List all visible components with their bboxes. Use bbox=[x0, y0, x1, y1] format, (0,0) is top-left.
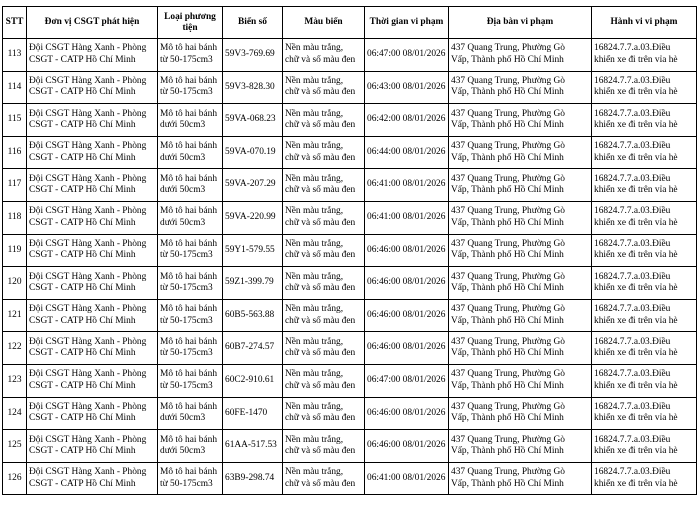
cell-vehicle-type-line-2: từ 50-175cm3 bbox=[160, 54, 213, 65]
cell-violation-line-2: khiển xe đi trên vỉa hè bbox=[594, 87, 678, 98]
cell-time: 06:44:00 08/01/2026 bbox=[365, 136, 449, 169]
cell-plate-color-line-2: chữ và số màu đen bbox=[285, 185, 356, 196]
cell-vehicle-type-line-1: Mô tô hai bánh bbox=[160, 173, 218, 184]
cell-vehicle-type-line-2: từ 50-175cm3 bbox=[160, 380, 213, 391]
cell-plate-color-line-1: Nền màu trắng, bbox=[285, 43, 344, 54]
cell-time: 06:41:00 08/01/2026 bbox=[365, 462, 449, 495]
cell-vehicle-type bbox=[158, 169, 223, 202]
header-stt: STT bbox=[3, 7, 27, 39]
cell-location-line-2: Vấp, Thành phố Hồ Chí Minh bbox=[451, 315, 564, 326]
cell-vehicle-type-line-1: Mô tô hai bánh bbox=[160, 108, 218, 119]
cell-violation-line-1: 16824.7.7.a.03.Điều bbox=[594, 75, 671, 86]
cell-location-line-2: Vấp, Thành phố Hồ Chí Minh bbox=[451, 348, 564, 359]
cell-unit-line-2: CSGT - CATP Hồ Chí Minh bbox=[29, 478, 136, 489]
cell-vehicle-type-line-2: từ 50-175cm3 bbox=[160, 315, 213, 326]
cell-violation bbox=[592, 364, 697, 397]
cell-stt: 113 bbox=[3, 39, 27, 72]
cell-violation-line-2: khiển xe đi trên vỉa hè bbox=[594, 152, 678, 163]
cell-plate-color bbox=[283, 39, 365, 72]
cell-unit-line-1: Đội CSGT Hàng Xanh - Phòng bbox=[29, 271, 147, 282]
cell-location-line-2: Vấp, Thành phố Hồ Chí Minh bbox=[451, 250, 564, 261]
cell-location bbox=[449, 71, 592, 104]
cell-plate: 60B7-274.57 bbox=[223, 332, 283, 365]
cell-vehicle-type-line-2: dưới 50cm3 bbox=[160, 185, 206, 196]
cell-plate-color bbox=[283, 104, 365, 137]
cell-time: 06:46:00 08/01/2026 bbox=[365, 397, 449, 430]
cell-plate-color bbox=[283, 364, 365, 397]
cell-plate-color bbox=[283, 430, 365, 463]
cell-violation-line-2: khiển xe đi trên vỉa hè bbox=[594, 380, 678, 391]
cell-unit bbox=[27, 332, 158, 365]
cell-vehicle-type-line-2: dưới 50cm3 bbox=[160, 119, 206, 130]
cell-location-line-2: Vấp, Thành phố Hồ Chí Minh bbox=[451, 119, 564, 130]
cell-vehicle-type-line-2: từ 50-175cm3 bbox=[160, 478, 213, 489]
cell-vehicle-type bbox=[158, 136, 223, 169]
cell-unit-line-1: Đội CSGT Hàng Xanh - Phòng bbox=[29, 206, 147, 217]
cell-unit-line-2: CSGT - CATP Hồ Chí Minh bbox=[29, 185, 136, 196]
cell-location-line-2: Vấp, Thành phố Hồ Chí Minh bbox=[451, 54, 564, 65]
violations-table bbox=[2, 6, 697, 495]
cell-time: 06:47:00 08/01/2026 bbox=[365, 364, 449, 397]
cell-time: 06:46:00 08/01/2026 bbox=[365, 234, 449, 267]
cell-location bbox=[449, 104, 592, 137]
cell-violation-line-2: khiển xe đi trên vỉa hè bbox=[594, 185, 678, 196]
cell-plate-color-line-2: chữ và số màu đen bbox=[285, 152, 356, 163]
cell-unit-line-1: Đội CSGT Hàng Xanh - Phòng bbox=[29, 401, 147, 412]
cell-vehicle-type-line-1: Mô tô hai bánh bbox=[160, 304, 218, 315]
cell-location-line-1: 437 Quang Trung, Phường Gò bbox=[451, 173, 565, 184]
cell-plate: 59VA-207.29 bbox=[223, 169, 283, 202]
cell-location-line-2: Vấp, Thành phố Hồ Chí Minh bbox=[451, 445, 564, 456]
cell-location bbox=[449, 169, 592, 202]
cell-plate-color-line-2: chữ và số màu đen bbox=[285, 380, 356, 391]
cell-location-line-1: 437 Quang Trung, Phường Gò bbox=[451, 75, 565, 86]
cell-unit bbox=[27, 234, 158, 267]
table-row bbox=[3, 104, 697, 137]
cell-violation-line-2: khiển xe đi trên vỉa hè bbox=[594, 217, 678, 228]
cell-plate-color-line-2: chữ và số màu đen bbox=[285, 87, 356, 98]
cell-unit bbox=[27, 267, 158, 300]
cell-unit bbox=[27, 201, 158, 234]
table-row bbox=[3, 267, 697, 300]
cell-location bbox=[449, 39, 592, 72]
cell-plate-color-line-1: Nền màu trắng, bbox=[285, 173, 344, 184]
cell-vehicle-type-line-1: Mô tô hai bánh bbox=[160, 141, 218, 152]
cell-vehicle-type bbox=[158, 267, 223, 300]
cell-unit bbox=[27, 136, 158, 169]
cell-location bbox=[449, 332, 592, 365]
cell-violation-line-1: 16824.7.7.a.03.Điều bbox=[594, 108, 671, 119]
cell-violation-line-1: 16824.7.7.a.03.Điều bbox=[594, 401, 671, 412]
cell-unit-line-2: CSGT - CATP Hồ Chí Minh bbox=[29, 413, 136, 424]
cell-plate-color-line-1: Nền màu trắng, bbox=[285, 206, 344, 217]
cell-violation bbox=[592, 234, 697, 267]
cell-plate-color-line-1: Nền màu trắng, bbox=[285, 271, 344, 282]
cell-time: 06:46:00 08/01/2026 bbox=[365, 430, 449, 463]
cell-violation-line-1: 16824.7.7.a.03.Điều bbox=[594, 141, 671, 152]
cell-violation bbox=[592, 299, 697, 332]
cell-vehicle-type bbox=[158, 397, 223, 430]
cell-location-line-2: Vấp, Thành phố Hồ Chí Minh bbox=[451, 380, 564, 391]
table-row bbox=[3, 364, 697, 397]
cell-unit bbox=[27, 39, 158, 72]
cell-location-line-1: 437 Quang Trung, Phường Gò bbox=[451, 271, 565, 282]
cell-vehicle-type-line-1: Mô tô hai bánh bbox=[160, 43, 218, 54]
cell-stt: 124 bbox=[3, 397, 27, 430]
table-row bbox=[3, 136, 697, 169]
cell-unit-line-1: Đội CSGT Hàng Xanh - Phòng bbox=[29, 108, 147, 119]
cell-violation-line-1: 16824.7.7.a.03.Điều bbox=[594, 336, 671, 347]
cell-time: 06:46:00 08/01/2026 bbox=[365, 332, 449, 365]
cell-plate-color-line-2: chữ và số màu đen bbox=[285, 445, 356, 456]
cell-vehicle-type bbox=[158, 234, 223, 267]
header-violation: Hành vi vi phạm bbox=[592, 7, 697, 39]
cell-violation bbox=[592, 430, 697, 463]
cell-time: 06:41:00 08/01/2026 bbox=[365, 201, 449, 234]
cell-vehicle-type-line-1: Mô tô hai bánh bbox=[160, 401, 218, 412]
cell-stt: 126 bbox=[3, 462, 27, 495]
cell-plate: 63B9-298.74 bbox=[223, 462, 283, 495]
header-vehicle-type: Loại phương tiện bbox=[158, 7, 223, 39]
cell-violation bbox=[592, 71, 697, 104]
table-row bbox=[3, 169, 697, 202]
cell-violation-line-1: 16824.7.7.a.03.Điều bbox=[594, 271, 671, 282]
cell-unit bbox=[27, 169, 158, 202]
cell-plate-color-line-1: Nền màu trắng, bbox=[285, 238, 344, 249]
cell-plate-color-line-1: Nền màu trắng, bbox=[285, 75, 344, 86]
cell-location-line-2: Vấp, Thành phố Hồ Chí Minh bbox=[451, 478, 564, 489]
cell-stt: 117 bbox=[3, 169, 27, 202]
cell-plate-color-line-1: Nền màu trắng, bbox=[285, 434, 344, 445]
table-row bbox=[3, 71, 697, 104]
cell-plate-color bbox=[283, 169, 365, 202]
table-row bbox=[3, 462, 697, 495]
cell-unit-line-1: Đội CSGT Hàng Xanh - Phòng bbox=[29, 434, 147, 445]
table-body bbox=[3, 39, 697, 495]
cell-plate-color-line-2: chữ và số màu đen bbox=[285, 54, 356, 65]
cell-vehicle-type-line-1: Mô tô hai bánh bbox=[160, 434, 218, 445]
cell-plate: 59Y1-579.55 bbox=[223, 234, 283, 267]
cell-violation bbox=[592, 104, 697, 137]
table-row bbox=[3, 299, 697, 332]
cell-location-line-1: 437 Quang Trung, Phường Gò bbox=[451, 238, 565, 249]
cell-location-line-1: 437 Quang Trung, Phường Gò bbox=[451, 467, 565, 478]
cell-violation-line-1: 16824.7.7.a.03.Điều bbox=[594, 467, 671, 478]
cell-stt: 116 bbox=[3, 136, 27, 169]
cell-plate-color bbox=[283, 397, 365, 430]
cell-plate-color-line-1: Nền màu trắng, bbox=[285, 108, 344, 119]
cell-violation-line-1: 16824.7.7.a.03.Điều bbox=[594, 304, 671, 315]
cell-plate-color bbox=[283, 332, 365, 365]
cell-violation-line-2: khiển xe đi trên vỉa hè bbox=[594, 119, 678, 130]
cell-plate-color-line-2: chữ và số màu đen bbox=[285, 217, 356, 228]
cell-plate: 60B5-563.88 bbox=[223, 299, 283, 332]
cell-location-line-1: 437 Quang Trung, Phường Gò bbox=[451, 336, 565, 347]
cell-stt: 114 bbox=[3, 71, 27, 104]
cell-unit-line-1: Đội CSGT Hàng Xanh - Phòng bbox=[29, 141, 147, 152]
cell-plate-color bbox=[283, 201, 365, 234]
cell-vehicle-type bbox=[158, 462, 223, 495]
cell-plate-color-line-2: chữ và số màu đen bbox=[285, 250, 356, 261]
cell-unit-line-2: CSGT - CATP Hồ Chí Minh bbox=[29, 152, 136, 163]
cell-vehicle-type bbox=[158, 332, 223, 365]
cell-violation bbox=[592, 136, 697, 169]
cell-violation-line-1: 16824.7.7.a.03.Điều bbox=[594, 206, 671, 217]
cell-vehicle-type-line-2: từ 50-175cm3 bbox=[160, 282, 213, 293]
header-plate: Biển số bbox=[223, 7, 283, 39]
cell-plate-color-line-2: chữ và số màu đen bbox=[285, 315, 356, 326]
cell-vehicle-type bbox=[158, 364, 223, 397]
cell-violation-line-2: khiển xe đi trên vỉa hè bbox=[594, 250, 678, 261]
cell-violation bbox=[592, 462, 697, 495]
cell-violation bbox=[592, 397, 697, 430]
cell-plate-color-line-2: chữ và số màu đen bbox=[285, 119, 356, 130]
cell-unit-line-1: Đội CSGT Hàng Xanh - Phòng bbox=[29, 173, 147, 184]
cell-plate-color-line-2: chữ và số màu đen bbox=[285, 348, 356, 359]
cell-vehicle-type bbox=[158, 71, 223, 104]
cell-unit-line-1: Đội CSGT Hàng Xanh - Phòng bbox=[29, 467, 147, 478]
cell-vehicle-type-line-1: Mô tô hai bánh bbox=[160, 206, 218, 217]
cell-plate: 59V3-769.69 bbox=[223, 39, 283, 72]
cell-vehicle-type-line-1: Mô tô hai bánh bbox=[160, 271, 218, 282]
cell-location bbox=[449, 299, 592, 332]
cell-violation-line-2: khiển xe đi trên vỉa hè bbox=[594, 315, 678, 326]
cell-location-line-1: 437 Quang Trung, Phường Gò bbox=[451, 206, 565, 217]
table-row bbox=[3, 39, 697, 72]
cell-vehicle-type-line-2: dưới 50cm3 bbox=[160, 217, 206, 228]
cell-stt: 125 bbox=[3, 430, 27, 463]
cell-plate-color-line-2: chữ và số màu đen bbox=[285, 478, 356, 489]
cell-time: 06:41:00 08/01/2026 bbox=[365, 169, 449, 202]
cell-violation-line-2: khiển xe đi trên vỉa hè bbox=[594, 478, 678, 489]
cell-stt: 120 bbox=[3, 267, 27, 300]
cell-unit-line-2: CSGT - CATP Hồ Chí Minh bbox=[29, 54, 136, 65]
cell-vehicle-type-line-2: dưới 50cm3 bbox=[160, 152, 206, 163]
cell-plate-color bbox=[283, 136, 365, 169]
cell-plate-color bbox=[283, 71, 365, 104]
cell-location-line-1: 437 Quang Trung, Phường Gò bbox=[451, 369, 565, 380]
cell-plate-color-line-2: chữ và số màu đen bbox=[285, 282, 356, 293]
cell-stt: 121 bbox=[3, 299, 27, 332]
cell-stt: 118 bbox=[3, 201, 27, 234]
cell-unit bbox=[27, 104, 158, 137]
cell-violation bbox=[592, 267, 697, 300]
cell-vehicle-type-line-2: từ 50-175cm3 bbox=[160, 87, 213, 98]
cell-time: 06:47:00 08/01/2026 bbox=[365, 39, 449, 72]
cell-stt: 123 bbox=[3, 364, 27, 397]
cell-violation-line-1: 16824.7.7.a.03.Điều bbox=[594, 173, 671, 184]
cell-time: 06:43:00 08/01/2026 bbox=[365, 71, 449, 104]
cell-location-line-2: Vấp, Thành phố Hồ Chí Minh bbox=[451, 87, 564, 98]
cell-unit-line-2: CSGT - CATP Hồ Chí Minh bbox=[29, 445, 136, 456]
table-row bbox=[3, 430, 697, 463]
cell-location-line-1: 437 Quang Trung, Phường Gò bbox=[451, 43, 565, 54]
cell-location-line-2: Vấp, Thành phố Hồ Chí Minh bbox=[451, 185, 564, 196]
cell-unit-line-1: Đội CSGT Hàng Xanh - Phòng bbox=[29, 75, 147, 86]
cell-violation bbox=[592, 201, 697, 234]
cell-vehicle-type bbox=[158, 104, 223, 137]
cell-violation bbox=[592, 332, 697, 365]
cell-plate-color-line-1: Nền màu trắng, bbox=[285, 467, 344, 478]
cell-vehicle-type-line-1: Mô tô hai bánh bbox=[160, 336, 218, 347]
cell-violation-line-1: 16824.7.7.a.03.Điều bbox=[594, 43, 671, 54]
cell-location bbox=[449, 267, 592, 300]
cell-plate: 59VA-068.23 bbox=[223, 104, 283, 137]
cell-vehicle-type-line-1: Mô tô hai bánh bbox=[160, 467, 218, 478]
header-time: Thời gian vi phạm bbox=[365, 7, 449, 39]
cell-location bbox=[449, 364, 592, 397]
cell-location-line-1: 437 Quang Trung, Phường Gò bbox=[451, 108, 565, 119]
cell-stt: 115 bbox=[3, 104, 27, 137]
cell-plate-color-line-1: Nền màu trắng, bbox=[285, 304, 344, 315]
cell-unit bbox=[27, 430, 158, 463]
cell-location bbox=[449, 201, 592, 234]
cell-unit-line-2: CSGT - CATP Hồ Chí Minh bbox=[29, 315, 136, 326]
cell-plate-color bbox=[283, 234, 365, 267]
header-unit: Đơn vị CSGT phát hiện bbox=[27, 7, 158, 39]
cell-location bbox=[449, 234, 592, 267]
cell-unit-line-2: CSGT - CATP Hồ Chí Minh bbox=[29, 119, 136, 130]
cell-location bbox=[449, 462, 592, 495]
cell-violation-line-2: khiển xe đi trên vỉa hè bbox=[594, 413, 678, 424]
table-row bbox=[3, 234, 697, 267]
cell-vehicle-type-line-1: Mô tô hai bánh bbox=[160, 238, 218, 249]
cell-violation-line-1: 16824.7.7.a.03.Điều bbox=[594, 238, 671, 249]
cell-location bbox=[449, 397, 592, 430]
cell-vehicle-type bbox=[158, 201, 223, 234]
cell-plate-color bbox=[283, 267, 365, 300]
cell-violation-line-2: khiển xe đi trên vỉa hè bbox=[594, 348, 678, 359]
cell-location-line-1: 437 Quang Trung, Phường Gò bbox=[451, 434, 565, 445]
header-row bbox=[3, 7, 697, 39]
cell-plate: 59VA-070.19 bbox=[223, 136, 283, 169]
cell-unit-line-1: Đội CSGT Hàng Xanh - Phòng bbox=[29, 336, 147, 347]
table-row bbox=[3, 332, 697, 365]
cell-plate-color-line-2: chữ và số màu đen bbox=[285, 413, 356, 424]
header-location: Địa bàn vi phạm bbox=[449, 7, 592, 39]
cell-violation bbox=[592, 39, 697, 72]
cell-unit bbox=[27, 397, 158, 430]
cell-unit bbox=[27, 364, 158, 397]
cell-location-line-2: Vấp, Thành phố Hồ Chí Minh bbox=[451, 282, 564, 293]
cell-location bbox=[449, 430, 592, 463]
cell-unit-line-1: Đội CSGT Hàng Xanh - Phòng bbox=[29, 43, 147, 54]
cell-vehicle-type-line-1: Mô tô hai bánh bbox=[160, 75, 218, 86]
cell-unit-line-2: CSGT - CATP Hồ Chí Minh bbox=[29, 380, 136, 391]
cell-violation-line-2: khiển xe đi trên vỉa hè bbox=[594, 54, 678, 65]
cell-unit-line-2: CSGT - CATP Hồ Chí Minh bbox=[29, 250, 136, 261]
cell-violation-line-2: khiển xe đi trên vỉa hè bbox=[594, 445, 678, 456]
header-plate-color: Màu biển bbox=[283, 7, 365, 39]
cell-unit-line-2: CSGT - CATP Hồ Chí Minh bbox=[29, 217, 136, 228]
cell-location-line-2: Vấp, Thành phố Hồ Chí Minh bbox=[451, 217, 564, 228]
cell-unit-line-2: CSGT - CATP Hồ Chí Minh bbox=[29, 87, 136, 98]
cell-vehicle-type bbox=[158, 430, 223, 463]
cell-location-line-2: Vấp, Thành phố Hồ Chí Minh bbox=[451, 152, 564, 163]
cell-plate-color-line-1: Nền màu trắng, bbox=[285, 141, 344, 152]
cell-violation-line-1: 16824.7.7.a.03.Điều bbox=[594, 369, 671, 380]
cell-plate: 60FE-1470 bbox=[223, 397, 283, 430]
cell-unit-line-2: CSGT - CATP Hồ Chí Minh bbox=[29, 348, 136, 359]
cell-plate-color bbox=[283, 299, 365, 332]
cell-time: 06:42:00 08/01/2026 bbox=[365, 104, 449, 137]
cell-plate-color-line-1: Nền màu trắng, bbox=[285, 401, 344, 412]
cell-plate-color-line-1: Nền màu trắng, bbox=[285, 369, 344, 380]
table-row bbox=[3, 201, 697, 234]
cell-unit-line-1: Đội CSGT Hàng Xanh - Phòng bbox=[29, 304, 147, 315]
cell-stt: 122 bbox=[3, 332, 27, 365]
cell-vehicle-type-line-2: từ 50-175cm3 bbox=[160, 250, 213, 261]
cell-violation-line-2: khiển xe đi trên vỉa hè bbox=[594, 282, 678, 293]
cell-unit bbox=[27, 299, 158, 332]
cell-unit-line-2: CSGT - CATP Hồ Chí Minh bbox=[29, 282, 136, 293]
cell-violation bbox=[592, 169, 697, 202]
cell-plate-color-line-1: Nền màu trắng, bbox=[285, 336, 344, 347]
cell-plate: 59V3-828.30 bbox=[223, 71, 283, 104]
cell-location-line-2: Vấp, Thành phố Hồ Chí Minh bbox=[451, 413, 564, 424]
cell-stt: 119 bbox=[3, 234, 27, 267]
cell-plate: 59Z1-399.79 bbox=[223, 267, 283, 300]
cell-unit-line-1: Đội CSGT Hàng Xanh - Phòng bbox=[29, 238, 147, 249]
cell-unit-line-1: Đội CSGT Hàng Xanh - Phòng bbox=[29, 369, 147, 380]
table-row bbox=[3, 397, 697, 430]
cell-vehicle-type-line-2: dưới 50cm3 bbox=[160, 445, 206, 456]
cell-vehicle-type bbox=[158, 299, 223, 332]
cell-violation-line-1: 16824.7.7.a.03.Điều bbox=[594, 434, 671, 445]
cell-plate: 59VA-220.99 bbox=[223, 201, 283, 234]
cell-plate-color bbox=[283, 462, 365, 495]
cell-location bbox=[449, 136, 592, 169]
cell-unit bbox=[27, 462, 158, 495]
cell-location-line-1: 437 Quang Trung, Phường Gò bbox=[451, 304, 565, 315]
cell-vehicle-type-line-1: Mô tô hai bánh bbox=[160, 369, 218, 380]
cell-location-line-1: 437 Quang Trung, Phường Gò bbox=[451, 141, 565, 152]
cell-unit bbox=[27, 71, 158, 104]
cell-plate: 60C2-910.61 bbox=[223, 364, 283, 397]
cell-vehicle-type bbox=[158, 39, 223, 72]
cell-location-line-1: 437 Quang Trung, Phường Gò bbox=[451, 401, 565, 412]
cell-vehicle-type-line-2: từ 50-175cm3 bbox=[160, 348, 213, 359]
cell-plate: 61AA-517.53 bbox=[223, 430, 283, 463]
cell-time: 06:46:00 08/01/2026 bbox=[365, 267, 449, 300]
cell-time: 06:46:00 08/01/2026 bbox=[365, 299, 449, 332]
cell-vehicle-type-line-2: dưới 50cm3 bbox=[160, 413, 206, 424]
